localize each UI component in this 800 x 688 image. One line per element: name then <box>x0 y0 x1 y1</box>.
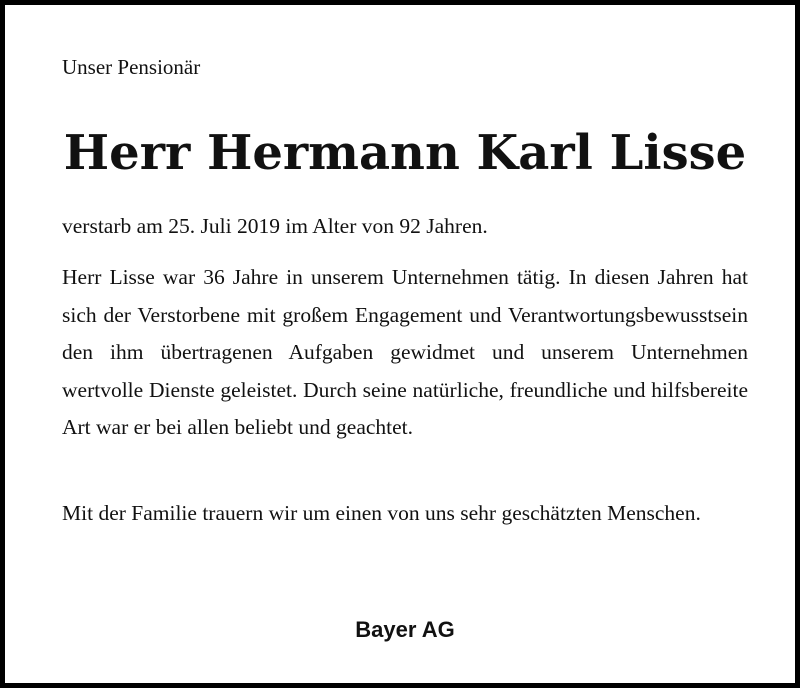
deceased-name: Herr Hermann Karl Lisse <box>63 125 747 181</box>
tribute-paragraph: Herr Lisse war 36 Jahre in unserem Unternehmen tätig. In diesen Jahren hat sich der Verstorbene mit großem Engagement und Verantwortungsbewusstsein den ihm übertragenen Aufgaben gewidmet und unserem Unternehmen wertvolle Dienste geleistet. Durch seine natürliche, freundliche und hilfsbereite Art war er bei allen beliebt und geachtet. <box>62 265 748 440</box>
closing-paragraph: Mit der Familie trauern wir um einen von uns sehr geschätzten Menschen. <box>62 501 701 525</box>
intro-text: Unser Pensionär <box>62 55 201 79</box>
death-date-text: verstarb am 25. Juli 2019 im Alter von 92 Jahren. <box>62 214 488 238</box>
company-signature: Bayer AG <box>355 617 455 642</box>
